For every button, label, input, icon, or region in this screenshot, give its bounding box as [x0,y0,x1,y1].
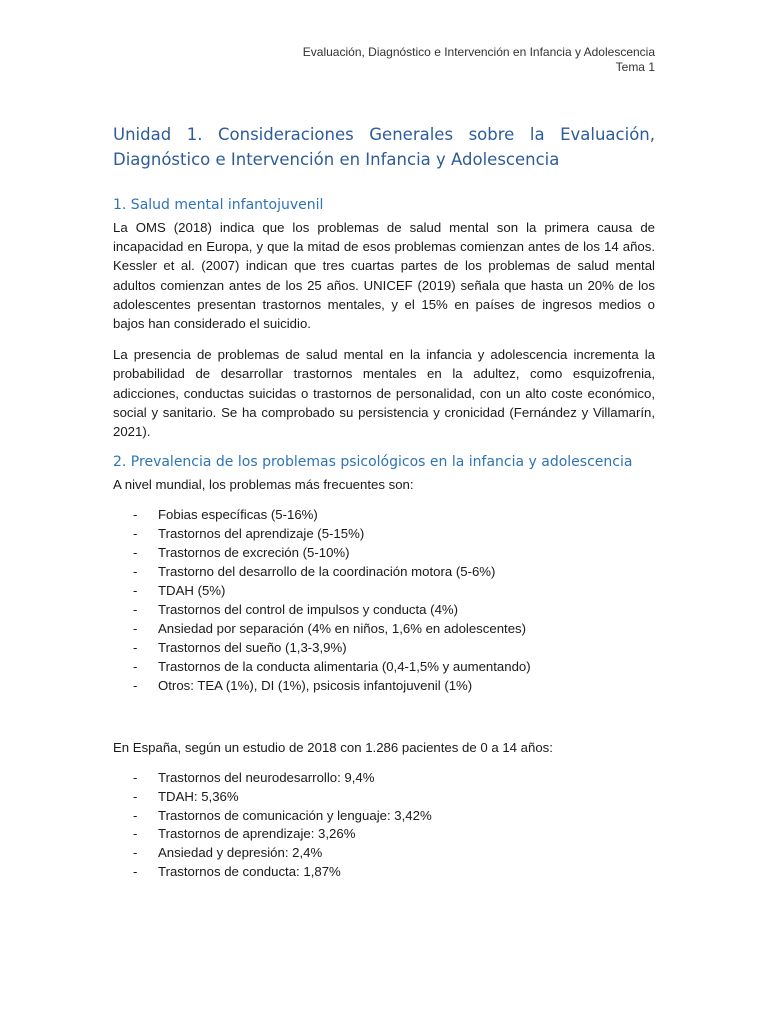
list-item: - Trastorno del desarrollo de la coordinación motora (5-6%) [113,563,655,582]
list-item: - Trastornos del aprendizaje (5-15%) [113,525,655,544]
section-1-paragraph-2: La presencia de problemas de salud mental en la infancia y adolescencia incrementa la probabilidad de desarrollar trastornos mentales en la adultez, como esquizofrenia, adicciones, conductas suicidas o trastornos de personalidad, con un alto coste económico, social y sanitario. Se ha comprobado su persistencia y cronicidad (Fernández y Villamarín, 2021). [113,347,655,440]
list-item: - Trastornos de la conducta alimentaria (0,4-1,5% y aumentando) [113,658,655,677]
list-item: - Trastornos del sueño (1,3-3,9%) [113,639,655,658]
spain-prevalence-list [113,769,655,882]
list-item: - Trastornos del neurodesarrollo: 9,4% [113,769,655,788]
unit-title: Unidad 1. Consideraciones Generales sobre la Evaluación, Diagnóstico e Intervención en Infancia y Adolescencia [113,125,655,169]
list-item: - Fobias específicas (5-16%) [113,506,655,525]
list-item: - Trastornos de excreción (5-10%) [113,544,655,563]
list-item: - TDAH (5%) [113,582,655,601]
list-item: - Trastornos de conducta: 1,87% [113,863,655,882]
list-item: - TDAH: 5,36% [113,788,655,807]
document-body [113,122,655,882]
list-item: - Ansiedad y depresión: 2,4% [113,844,655,863]
list-item: - Trastornos de comunicación y lenguaje: 3,42% [113,807,655,826]
blank-line [113,696,655,738]
page-header [303,45,655,75]
spain-study-intro: En España, según un estudio de 2018 con 1.286 pacientes de 0 a 14 años: [113,739,553,755]
list-item: - Otros: TEA (1%), DI (1%), psicosis infantojuvenil (1%) [113,677,655,696]
section-2-heading: 2. Prevalencia de los problemas psicológicos en la infancia y adolescencia [113,454,633,471]
header-course-title: Evaluación, Diagnóstico e Intervención en Infancia y Adolescencia [302,45,655,59]
section-2-intro: A nivel mundial, los problemas más frecuentes son: [113,477,414,493]
world-prevalence-list [113,506,655,695]
list-item: - Ansiedad por separación (4% en niños, 1,6% en adolescentes) [113,620,655,639]
section-1-paragraph-1: La OMS (2018) indica que los problemas de salud mental son la primera causa de incapacidad en Europa, y que la mitad de esos problemas comienzan antes de los 14 años. Kessler et al. (2007) indican que tres cuartas partes de los problemas de salud mental adultos comienzan antes de los 25 años. UNICEF (2019) señala que hasta un 20% de los adolescentes presentan trastornos mentales, y el 15% en países de ingresos medios o bajos han considerado el suicidio. [113,220,655,332]
header-topic-number: Tema 1 [615,60,655,74]
list-item: - Trastornos del control de impulsos y conducta (4%) [113,601,655,620]
list-item: - Trastornos de aprendizaje: 3,26% [113,825,655,844]
section-1-heading: 1. Salud mental infantojuvenil [113,197,324,213]
